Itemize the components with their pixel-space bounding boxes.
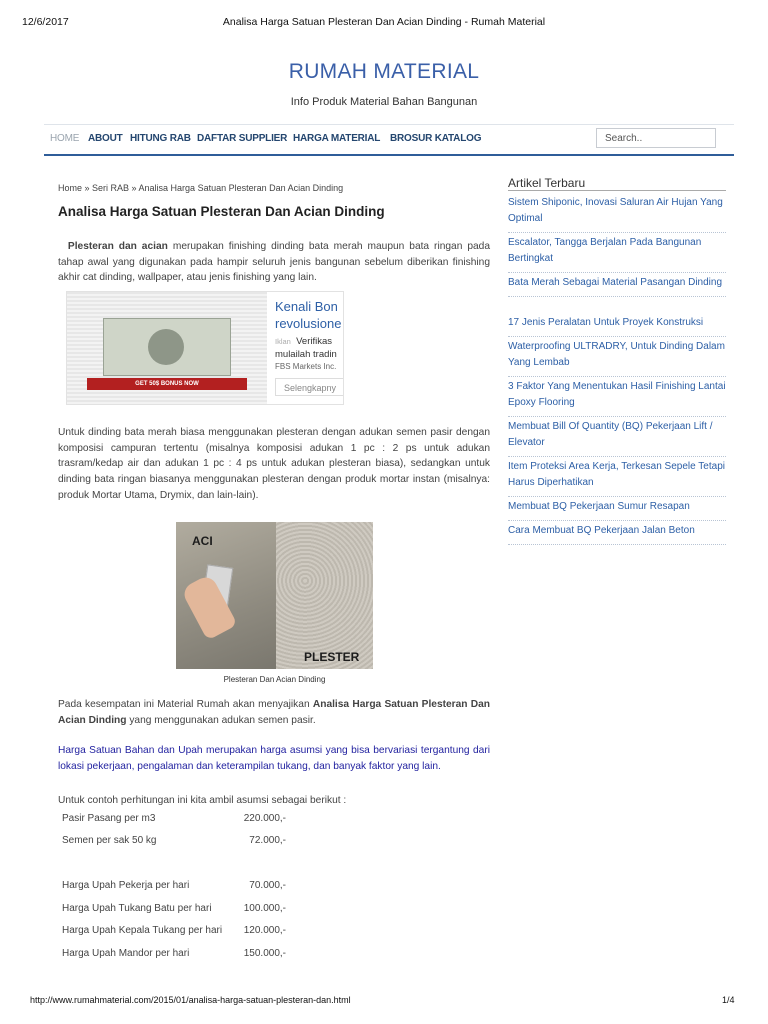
nav-brosur-katalog[interactable]: BROSUR KATALOG [390,133,482,144]
price-label: Harga Upah Pekerja per hari [62,880,190,891]
main-nav [44,124,734,156]
para3-post: yang menggunakan adukan semen pasir. [126,714,316,726]
sidebar-article-link[interactable]: Cara Membuat BQ Pekerjaan Jalan Beton [508,523,726,545]
sidebar-article-link[interactable]: Membuat Bill Of Quantity (BQ) Pekerjaan Lift / Elevator [508,419,726,457]
intro-paragraph [58,239,490,286]
nav-about[interactable]: ABOUT [88,133,123,144]
ad-image-caption: GET 50$ BONUS NOW [87,378,247,390]
price-row [62,835,286,849]
sidebar-article-link[interactable]: Sistem Shiponic, Inovasi Saluran Air Hujan Yang Optimal [508,195,726,233]
sidebar-article-link[interactable]: Bata Merah Sebagai Material Pasangan Dinding [508,275,726,297]
print-url: http://www.rumahmaterial.com/2015/01/analisa-harga-satuan-plesteran-dan.html [30,995,351,1005]
sidebar-article-link[interactable]: Item Proteksi Area Kerja, Terkesan Sepele Tetapi Harus Diperhatikan [508,459,726,497]
price-value: 150.000,- [243,948,286,959]
site-tagline: Info Produk Material Bahan Bangunan [290,96,478,108]
print-date: 12/6/2017 [22,16,69,28]
price-value: 100.000,- [243,903,286,914]
portrait-image [148,329,184,365]
nav-daftar-supplier[interactable]: DAFTAR SUPPLIER [197,133,288,144]
intro-text: merupakan finishing dinding bata merah maupun bata ringan pada tahap awal yang digunakan pada hampir seluruh jenis bangunan sebelum diberikan finishing akhir cat dinding, wallpaper, atau jenis finishing yang lain. [58,241,490,284]
para3-bold: Analisa Harga Satuan Plesteran Dan Acian Dinding [58,699,491,726]
photo-label-plester: PLESTER [304,650,360,664]
ad-image[interactable] [67,292,267,404]
nav-harga-material[interactable]: HARGA MATERIAL [293,133,381,144]
paragraph-assumption: Untuk contoh perhitungan ini kita ambil asumsi sebagai berikut : [58,795,347,806]
price-row [62,880,286,894]
breadcrumb[interactable]: Home » Seri RAB » Analisa Harga Satuan Plesteran Dan Acian Dinding [58,183,344,193]
price-value: 120.000,- [243,925,286,936]
paragraph-intro-analysis [58,697,490,728]
ad-headline-2[interactable]: revolusione [275,316,342,331]
banknote-image [103,318,231,376]
price-label: Semen per sak 50 kg [62,835,157,846]
print-title: Analisa Harga Satuan Plesteran Dan Acian Dinding - Rumah Material [222,16,546,28]
price-value: 70.000,- [249,880,286,891]
intro-bold: Plesteran dan acian [67,241,168,252]
site-title[interactable]: RUMAH MATERIAL [288,60,480,83]
sidebar-article-link[interactable]: Waterproofing ULTRADRY, Untuk Dinding Dalam Yang Lembab [508,339,726,377]
para3-pre: Pada kesempatan ini Material Rumah akan menyajikan [58,699,313,710]
ad-headline-1[interactable]: Kenali Bon [275,299,338,314]
ad-more-button[interactable]: Selengkapny [275,378,344,396]
ad-text-1: Verifikas [296,336,333,347]
plaster-photo [176,522,373,669]
sidebar-article-link[interactable]: Escalator, Tangga Berjalan Pada Bangunan Bertingkat [508,235,726,273]
nav-home[interactable]: HOME [50,133,80,144]
photo-caption: Plesteran Dan Acian Dinding [223,675,326,684]
price-value: 220.000,- [243,813,286,824]
page-title: Analisa Harga Satuan Plesteran Dan Acian Dinding [58,204,385,219]
print-page-number: 1/4 [722,995,735,1005]
sidebar-article-link[interactable]: 3 Faktor Yang Menentukan Hasil Finishing Lantai Epoxy Flooring [508,379,726,417]
sidebar-article-link[interactable]: Membuat BQ Pekerjaan Sumur Resapan [508,499,726,521]
plester-wall-image [276,522,373,669]
sidebar-divider [508,190,726,191]
price-row [62,925,286,939]
paragraph-price-note: Harga Satuan Bahan dan Upah merupakan harga asumsi yang bisa bervariasi tergantung dari lokasi pekerjaan, pengalaman dan keterampilan tukang, dan banyak faktor yang lain. [58,745,490,772]
price-label: Harga Upah Kepala Tukang per hari [62,925,223,936]
sidebar-article-link[interactable]: 17 Jenis Peralatan Untuk Proyek Konstruksi [508,315,726,337]
price-label: Pasir Pasang per m3 [62,813,156,824]
ad-banner[interactable] [66,291,344,405]
price-row [62,948,286,962]
price-label: Harga Upah Tukang Batu per hari [62,903,212,914]
nav-hitung-rab[interactable]: HITUNG RAB [130,133,191,144]
paragraph-composition: Untuk dinding bata merah biasa menggunakan plesteran dengan adukan semen pasir dengan komposisi campuran tertentu (misalnya komposisi adukan 1 pc : 2 ps untuk adukan trasram/kedap air dan adukan 1 pc : 4 ps untuk adukan plesteran biasa), sedangkan untuk dinding bata ringan biasanya menggunakan plesteran dengan produk mortar instan (misalnya: produk Mortar Utama, Drymix, dan lain-lain). [58,427,490,501]
price-label: Harga Upah Mandor per hari [62,948,190,959]
ad-advertiser: FBS Markets Inc. [275,362,337,371]
price-row [62,813,286,827]
photo-label-aci: ACI [192,534,213,548]
price-value: 72.000,- [249,835,286,846]
ad-label: Iklan [275,337,291,346]
price-row [62,903,286,917]
ad-text-2: mulailah tradin [275,349,337,360]
sidebar-title: Artikel Terbaru [508,176,586,190]
search-input[interactable]: Search.. [596,128,716,148]
